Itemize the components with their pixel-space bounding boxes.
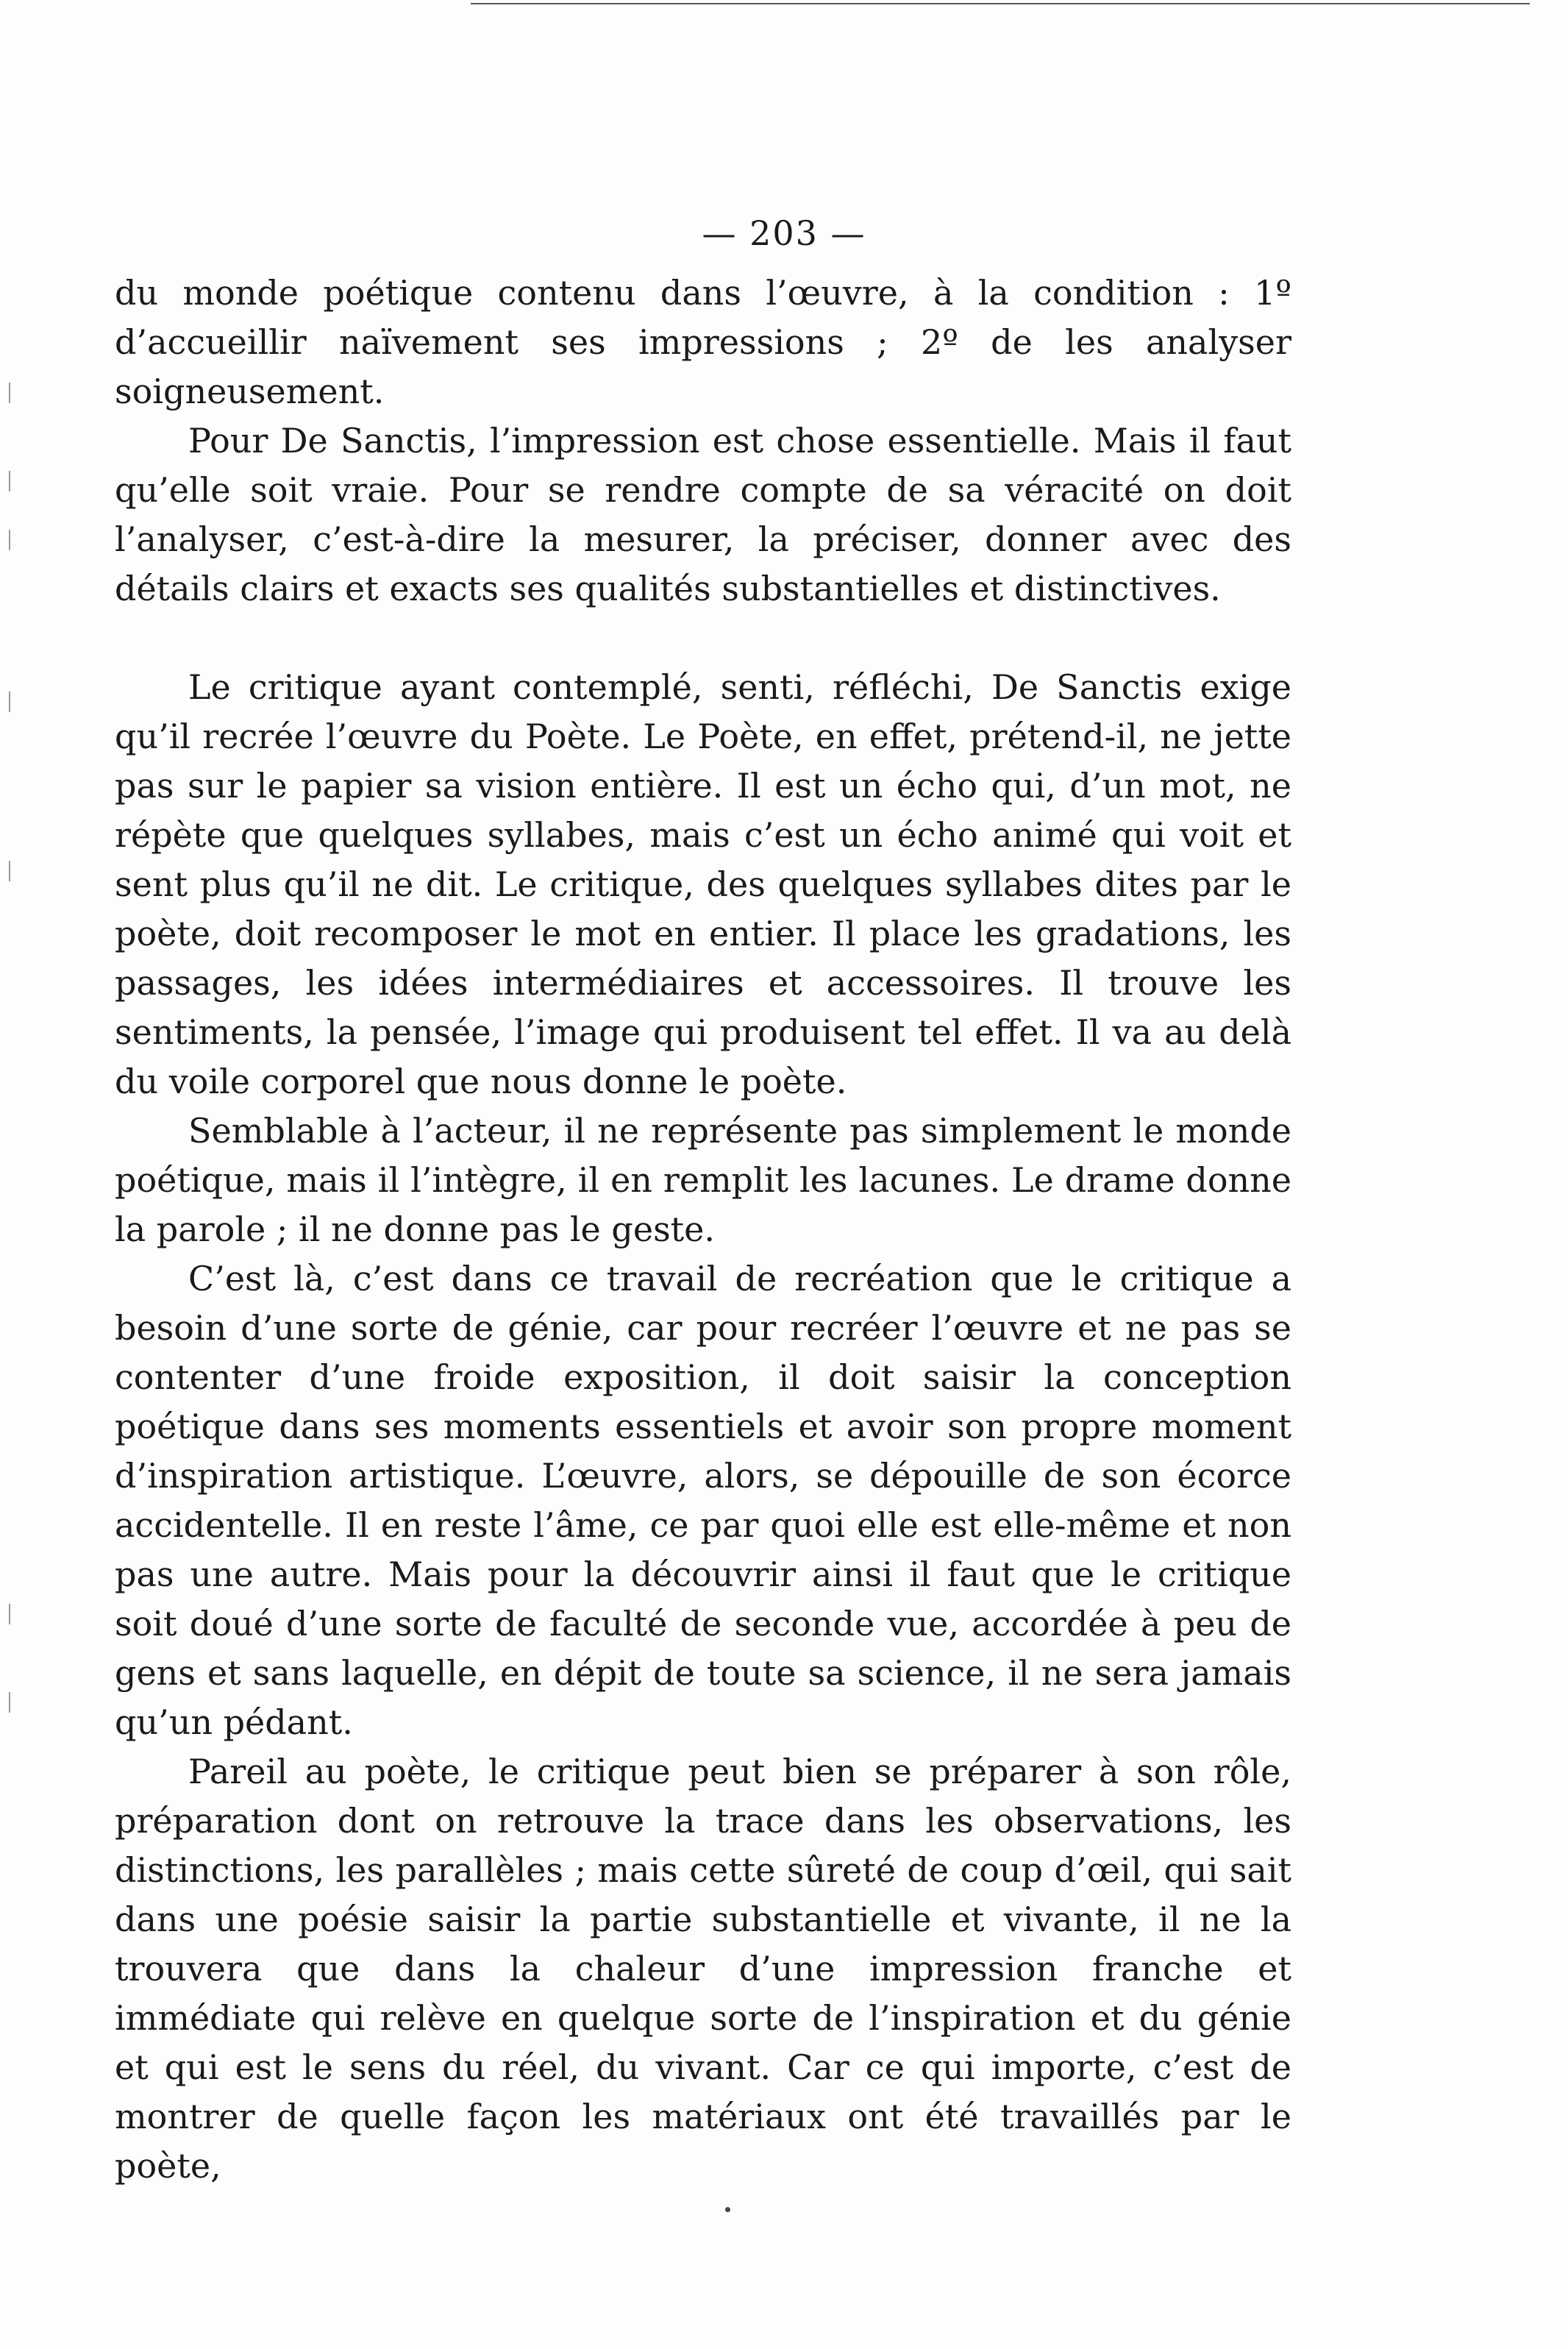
paragraph: C’est là, c’est dans ce travail de recréation que le critique a besoin d’une sorte de génie, car pour recréer l’œuvre et ne pas se contenter d’une froide exposition, il doit saisir la conception poétique dans ses moments essentiels et avoir son propre moment d’inspiration artistique. L’œuvre, alors, se dépouille de son écorce accidentelle. Il en reste l’âme, ce par quoi elle est elle-même et non pas une autre. Mais pour la découvrir ainsi il faut que le critique soit doué d’une sorte de faculté de seconde vue, accordée à peu de gens et sans laquelle, en dépit de toute sa science, il ne sera jamais qu’un pédant. <box>115 1259 1291 1742</box>
margin-mark <box>9 383 10 403</box>
paragraph: Pour De Sanctis, l’impression est chose essentielle. Mais il faut qu’elle soit vraie. Pour se rendre compte de sa véracité on doit l’analyser, c’est-à-dire la mesurer, la préciser, donner avec des détails clairs et exacts ses qualités substantielles et distinctives. <box>115 421 1291 608</box>
paragraph: Le critique ayant contemplé, senti, réfléchi, De Sanctis exige qu’il recrée l’œuvre du Poète. Le Poète, en effet, prétend-il, ne jette pas sur le papier sa vision entière. Il est un écho qui, d’un mot, ne répète que quelques syllabes, mais c’est un écho animé qui voit et sent plus qu’il ne dit. Le critique, des quelques syllabes dites par le poète, doit recomposer le mot en entier. Il place les gradations, les passages, les idées intermédiaires et accessoires. Il trouve les sentiments, la pensée, l’image qui produisent tel effet. Il va au delà du voile corporel que nous donne le poète. <box>115 667 1291 1101</box>
margin-mark <box>9 692 10 712</box>
top-border-line <box>471 3 1530 4</box>
stray-dot <box>725 2207 730 2212</box>
paragraph: du monde poétique contenu dans l’œuvre, à la condition : 1º d’accueillir naïvement ses impressions ; 2º de les analyser soigneusement. <box>115 273 1291 411</box>
margin-mark <box>9 861 10 881</box>
paragraph: Semblable à l’acteur, il ne représente pas simplement le monde poétique, mais il l’intègre, il en remplit les lacunes. Le drame donne la parole ; il ne donne pas le geste. <box>115 1111 1291 1249</box>
margin-mark <box>9 1692 10 1713</box>
body-text <box>115 269 1291 2191</box>
page-number: — 203 — <box>702 213 866 253</box>
margin-mark <box>9 471 10 491</box>
margin-mark <box>9 1604 10 1624</box>
paragraph: Pareil au poète, le critique peut bien se préparer à son rôle, préparation dont on retrouve la trace dans les observations, les distinctions, les parallèles ; mais cette sûreté de coup d’œil, qui sait dans une poésie saisir la partie substantielle et vivante, il ne la trouvera que dans la chaleur d’une impression franche et immédiate qui relève en quelque sorte de l’inspiration et du génie et qui est le sens du réel, du vivant. Car ce qui importe, c’est de montrer de quelle façon les matériaux ont été travaillés par le poète, <box>115 1752 1291 2186</box>
margin-mark <box>9 530 10 550</box>
